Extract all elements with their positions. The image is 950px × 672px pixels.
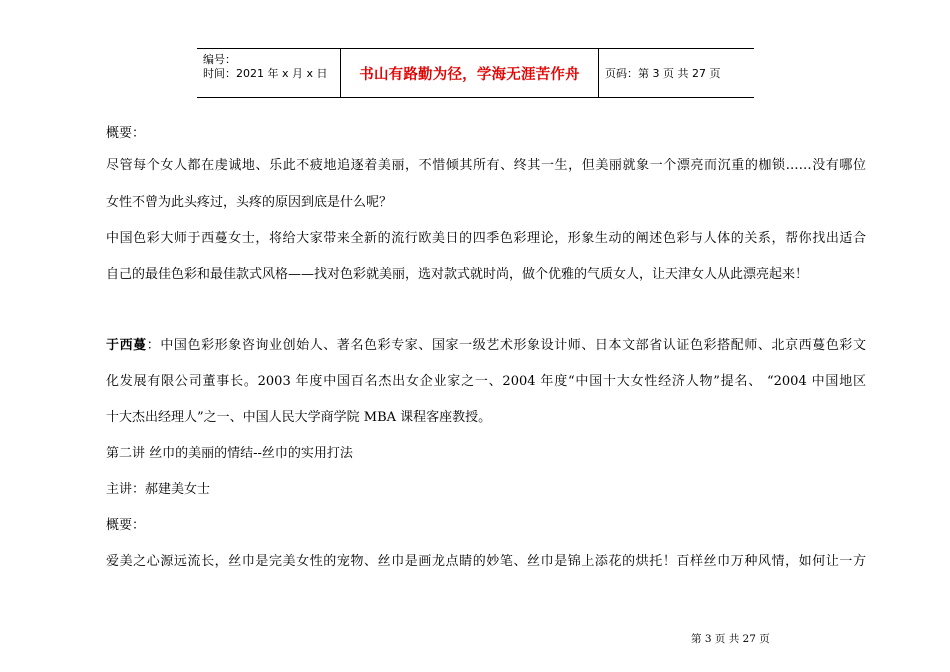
lecture-title: 第二讲 丝巾的美丽的情结--丝巾的实用打法 (106, 446, 353, 461)
bio-line: 十大杰出经理人”之一、中国人民大学商学院 MBA 课程客座教授。 (106, 410, 492, 425)
bio-line (106, 334, 866, 353)
paragraph-line: 女性不曾为此头疼过，头疼的原因到底是什么呢？ (106, 195, 393, 210)
lecturer: 主讲：郝建美女士 (106, 482, 211, 497)
summary-heading-1: 概要： (106, 126, 146, 141)
paragraph-line: 爱美之心源远流长，丝巾是完美女性的宠物、丝巾是画龙点睛的妙笔、丝巾是锦上添花的烘托！百样丝巾万种风情，如何让一方 (106, 554, 866, 569)
bio-line: 化发展有限公司董事长。2003 年度中国百名杰出女企业家之一、2004 年度“中国十大女性经济人物”提名、 “2004 中国地区 (106, 374, 866, 389)
header-page-code: 页码：第 3 页 共 27 页 (605, 67, 721, 80)
summary-heading-2: 概要： (106, 518, 146, 533)
header-left-cell (197, 49, 341, 97)
header-motto: 书山有路勤为径，学海无涯苦作舟 (341, 49, 599, 97)
paragraph-line: 自己的最佳色彩和最佳款式风格——找对色彩就美丽，选对款式就时尚，做个优雅的气质女人，让天津女人从此漂亮起来！ (106, 267, 809, 282)
time-label: 时间：2021 年 x 月 x 日 (203, 67, 328, 80)
page-footer: 第 3 页 共 27 页 (691, 633, 770, 645)
number-label: 编号： (203, 53, 236, 66)
header-table (197, 48, 754, 98)
paragraph-line: 尽管每个女人都在虔诚地、乐此不疲地追逐着美丽，不惜倾其所有、终其一生，但美丽就象一个漂亮而沉重的枷锁……没有哪位 (106, 158, 866, 173)
speaker-name: 于西蔓 (106, 338, 147, 353)
paragraph-line: 中国色彩大师于西蔓女士，将给大家带来全新的流行欧美日的四季色彩理论，形象生动的阐述色彩与人体的关系，帮你找出适合 (106, 231, 866, 246)
bio-text: ：中国色彩形象咨询业创始人、著名色彩专家、国家一级艺术形象设计师、日本文部省认证色彩搭配师、北京西蔓色彩文 (146, 338, 866, 353)
